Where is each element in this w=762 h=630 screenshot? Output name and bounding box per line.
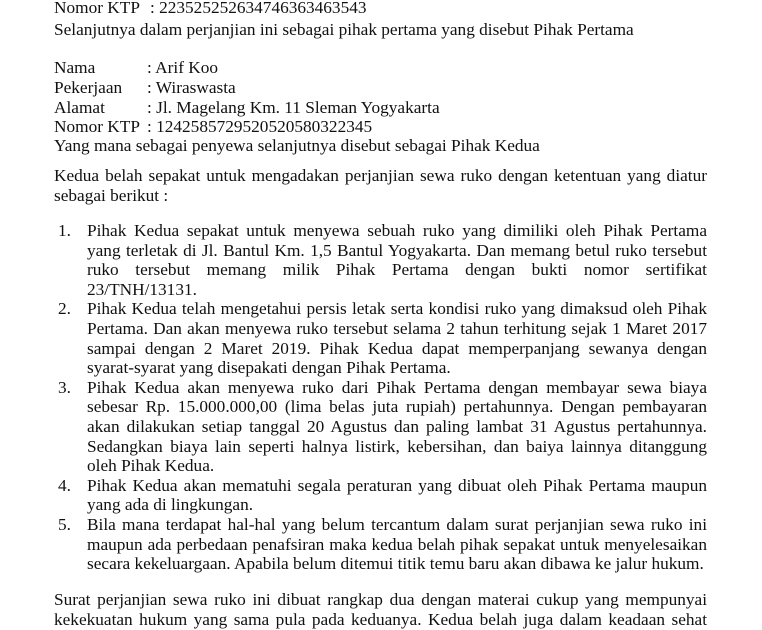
field-value: : 1242585729520520580322345 [147,117,373,136]
intro-paragraph: Kedua belah sepakat untuk mengadakan perjanjian sewa ruko dengan ketentuan yang diatur sebagai berikut : [54,166,707,205]
field-label: Alamat [54,98,105,117]
term-item [0,221,707,299]
ktp-value: : 22352525263474636346354​3 [150,0,367,17]
field-value: : Wiraswasta [147,78,236,97]
term-text: Pihak Kedua telah mengetahui persis letak serta kondisi ruko yang dimaksud oleh Pihak Pertama. Dan akan menyewa ruko tersebut selama 2 tahun terhitung sejak 1 Maret 2017 sampai dengan 2 Maret 2019. Pihak Kedua dapat memperpanjang sewanya dengan syarat-syarat yang disepakati dengan Pihak Pertama. [87,299,707,378]
term-number: 3. [58,377,71,397]
term-item [0,476,707,515]
term-text: Pihak Kedua sepakat untuk menyewa sebuah ruko yang dimiliki oleh Pihak Pertama yang terletak di Jl. Bantul Km. 1,5 Bantul Yogyakarta. Dan memang betul ruko tersebut ruko tersebut memang milik Pihak Pertama dengan bukti nomor sertifikat 23/TNH/13131. [87,221,707,299]
field-label: Pekerjaan [54,78,123,97]
field-label: Nama [54,58,96,77]
second-party-field [54,78,236,98]
term-text: Bila mana terdapat hal-hal yang belum tercantum dalam surat perjanjian sewa ruko ini maupun ada perbedaan penafsiran maka kedua belah pihak sepakat untuk menyelesaikan secara kekeluargaan. Apabila belum ditemui titik temu baru akan dibawa ke jalur hukum. [87,514,707,574]
term-item [0,378,707,476]
term-text: Pihak Kedua akan menyewa ruko dari Pihak Pertama dengan membayar sewa biaya sebesar Rp. 15.000.000,00 (lima belas juta rupiah) pertahunnya. Dengan pembayaran akan dilakukan setiap tanggal 20 Agustus dan paling lambat 31 Agustus pertahunnya. Sedangkan biaya lain seperti halnya listirk, kebersihan, dan baiya lainnya ditanggung oleh Pihak Kedua. [87,377,707,476]
ktp-label: Nomor KTP [54,0,140,17]
term-text: Pihak Kedua akan mematuhi segala peraturan yang dibuat oleh Pihak Pertama maupun yang ada di lingkungan. [87,475,707,515]
first-party-ktp-row [54,0,367,18]
second-party-field [54,98,440,118]
term-item [0,515,707,574]
terms-list [0,221,762,574]
field-label: Nomor KTP [54,117,140,136]
first-party-designation: Selanjutnya dalam perjanjian ini sebagai pihak pertama yang disebut Pihak Pertama [54,20,634,39]
field-value: : Arif Koo [147,58,219,77]
second-party-designation: Yang mana sebagai penyewa selanjutnya disebut sebagai Pihak Kedua [54,136,540,155]
term-item [0,299,707,377]
field-value: : Jl. Magelang Km. 11 Sleman Yogyakarta [147,98,440,117]
term-number: 4. [58,475,71,495]
second-party-field [54,58,218,78]
term-number: 2. [58,299,71,319]
closing-paragraph: Surat perjanjian sewa ruko ini dibuat rangkap dua dengan materai cukup yang mempunyai kekekuatan hukum yang sama pula pada keduanya. Kedua belah juga dalam keadaan sehat [54,590,707,629]
term-number: 5. [58,514,71,534]
second-party-field [54,117,372,137]
term-number: 1. [58,221,71,240]
